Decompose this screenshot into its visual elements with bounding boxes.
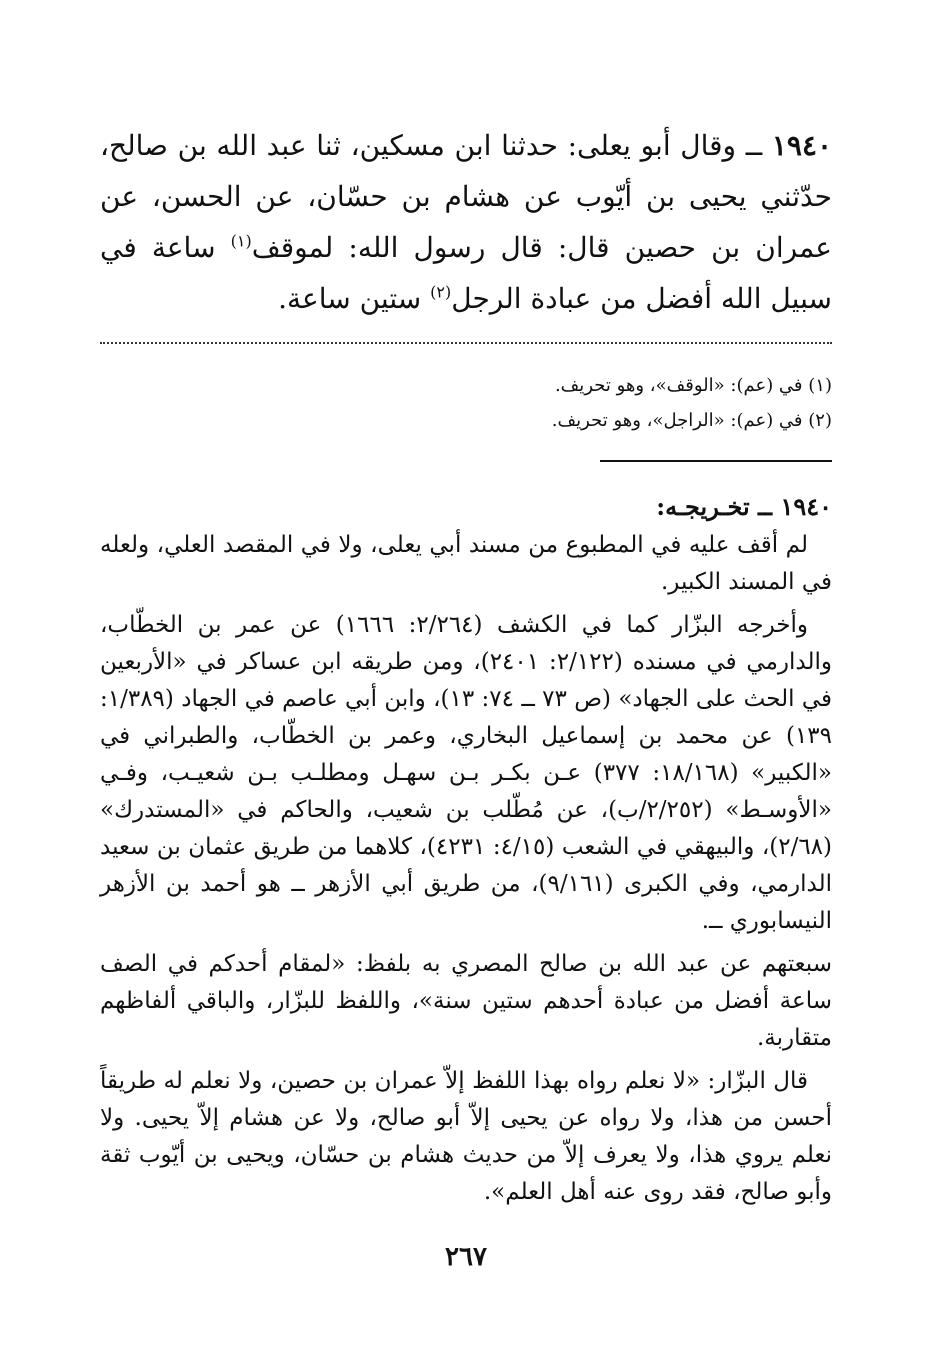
hadith-paragraph: [100, 120, 832, 324]
footnote-1: (١) في (عم): «الوقف»، وهو تحريف.: [554, 375, 832, 396]
hadith-text: [100, 120, 832, 324]
takhrij-heading: ١٩٤٠ ــ تخـريجـه:: [656, 492, 832, 521]
hadith-text-part1: ــ وقال أبو يعلى: حدثنا ابن مسكين، ثنا عبد الله بن صالح، حدّثني يحيى بن أيّوب عن هشام بن حسّان، عن الحسن، عن عمران بن حصين قال: قال رسول الله: لموقف: [100, 129, 832, 264]
section-separator: [600, 460, 832, 462]
takhrij-paragraph-2: وأخرجه البزّار كما في الكشف (٢/٢٦٤: ١٦٦٦) عن عمر بن الخطّاب، والدارمي في مسنده (٢/١٢٢: ٢٤٠١)، ومن طريقه ابن عساكر في «الأربعين في الحث على الجهاد» (ص ٧٣ ــ ٧٤: ١٣)، وابن أبي عاصم في الجهاد (١/٣٨٩: ١٣٩) عن محمد بن إسماعيل البخاري، وعمر بن الخطّاب، والطبراني في «الكبير» (١٨/١٦٨: ٣٧٧) عـن بكـر بـن سهـل ومطلـب بـن شعيـب، وفـي «الأوسـط» (٢/٢٥٢/ب)، عن مُطّلب بن شعيب، والحاكم في «المستدرك» (٢/٦٨)، والبيهقي في الشعب (٤/١٥: ٤٢٣١)، كلاهما من طريق عثمان بن سعيد الدارمي، وفي الكبرى (٩/١٦١)، من طريق أبي الأزهر ــ هو أحمد بن الأزهر النيسابوري ــ.: [100, 612, 833, 934]
hadith-text-part3: ستين ساعة.: [278, 282, 431, 315]
takhrij-paragraph-3: سبعتهم عن عبد الله بن صالح المصري به بلفظ: «لمقام أحدكم في الصف ساعة أفضل من عبادة أحدهم ستين سنة»، واللفظ للبزّار، والباقي ألفاظهم متقاربة.: [100, 951, 832, 1051]
footnotes: [100, 368, 832, 438]
hadith-number: ١٩٤٠: [771, 129, 833, 162]
page-number: ٢٦٧: [445, 1242, 487, 1272]
hadith-text-part2: ساعة في سبيل الله أفضل من عبادة الرجل: [100, 231, 832, 315]
footnote-2: (٢) في (عم): «الراجل»، وهو تحريف.: [551, 410, 832, 431]
footnote-marker-1[interactable]: (١): [230, 231, 252, 251]
takhrij-section: [100, 488, 832, 1217]
takhrij-paragraph-4: قال البزّار: «لا نعلم رواه بهذا اللفظ إلاّ عمران بن حصين، ولا نعلم له طريقاً أحسن من هذا، ولا رواه عن يحيى إلاّ أبو صالح، ولا عن هشام إلاّ يحيى. ولا نعلم يروي هذا، ولا يعرف إلاّ من حديث هشام بن حسّان، ويحيى بن أيّوب ثقة وأبو صالح، فقد روى عنه أهل العلم».: [100, 1068, 832, 1205]
footnote-marker-2[interactable]: (٢): [430, 282, 452, 302]
takhrij-paragraph-1: لم أقف عليه في المطبوع من مسند أبي يعلى، ولا في المقصد العلي، ولعله في المسند الكبير.: [100, 532, 832, 595]
footnote-dotted-divider: [100, 338, 832, 344]
